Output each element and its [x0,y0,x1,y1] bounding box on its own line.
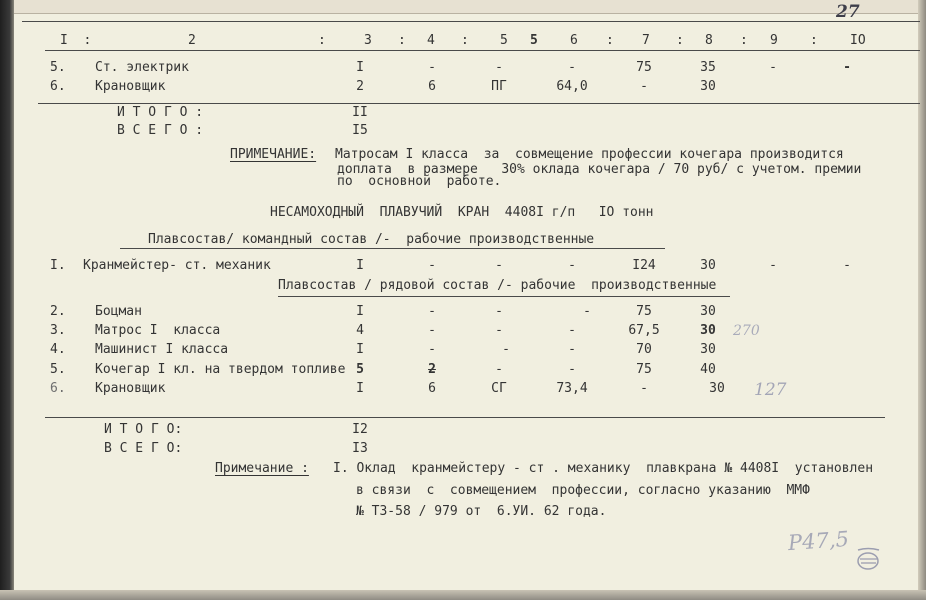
rule-section1-end [38,103,920,104]
cell-col7: 70 [636,342,652,357]
note-line: в связи с совмещением профессии, согласно указанию ММФ [356,483,810,498]
section-title: НЕСАМОХОДНЫЙ ПЛАВУЧИЙ КРАН 4408I г/п IO тонн [270,205,654,220]
row-position-name: Крановщик [95,79,166,94]
cell-col6: - [568,342,576,357]
cell-col5: - [495,60,503,75]
rule-section2-end [45,417,885,418]
itogo-value: II [352,105,368,120]
handwritten-note-row6: 127 [754,380,787,400]
cell-col3: 2 [356,79,364,94]
row-position-name: Машинист I класса [95,342,229,357]
cell-col6: 64,0 [556,79,588,94]
row-number: 5. [50,60,66,75]
note-label: ПРИМЕЧАНИЕ: [230,147,317,162]
scan-edge-left [0,0,14,600]
vsego-value: I3 [352,441,368,456]
cell-col5: - [495,304,503,319]
header-sep: : [810,33,818,48]
cell-col5: - [502,342,510,357]
cell-col6: - [568,60,576,75]
cell-col8: 30 [700,79,716,94]
cell-col6: - [568,362,576,377]
header-sep: : [676,33,684,48]
header-col: 3 [364,33,372,48]
cell-col3: I [356,304,364,319]
header-col: I : [60,33,92,48]
cell-col4: - [428,323,436,338]
row-position-name: Ст. электрик [95,60,189,75]
cell-col7: 67,5 [628,323,660,338]
row-position-name: Кочегар I кл. на твердом топливе [95,362,346,377]
scan-edge-bottom [0,590,926,600]
handwritten-mark-icon [852,546,886,572]
cell-col7: I24 [632,258,656,273]
cell-col10: - [843,258,851,273]
cell-col9: - [769,258,777,273]
row-position-name: Боцман [95,304,142,319]
scan-edge-right [918,0,926,600]
cell-col6: - [583,304,591,319]
note-line: доплата в размере 30% оклада кочегара / 70 руб/ с учетом. премии [337,162,862,177]
cell-col4: - [428,304,436,319]
cell-col4: - [428,60,436,75]
cell-col8: 30 [700,323,716,338]
cell-col6: - [568,258,576,273]
header-col: 4 [427,33,435,48]
cell-col7: 75 [636,60,652,75]
header-col: 5 [500,33,508,48]
cell-col8: 30 [700,342,716,357]
cell-col8: 30 [700,258,716,273]
header-col: IO [850,33,866,48]
cell-col5: - [495,362,503,377]
cell-col7: 75 [636,304,652,319]
row-number: 3. [50,323,66,338]
cell-col3: I [356,258,364,273]
row-number: I. [50,258,66,273]
rule-under-header [45,50,920,51]
cell-col7: - [640,79,648,94]
cell-col4: 6 [428,79,436,94]
cell-col5: СГ [491,381,507,396]
vsego-label: В С Е Г О: [104,441,183,456]
cell-col3: I [356,381,364,396]
cell-col4: 6 [428,381,436,396]
cell-col5: - [495,323,503,338]
rule-top [22,21,920,22]
row-number: 6. [50,381,66,396]
header-col: 9 [770,33,778,48]
row-position-name: Кранмейстер- ст. механик [83,258,271,273]
header-col: 7 [642,33,650,48]
cell-col3: 4 [356,323,364,338]
cell-col10: - [843,60,851,75]
previous-sheet-edge [14,0,926,14]
cell-col5: ПГ [491,79,507,94]
note-line: по основной работе. [337,174,502,189]
itogo-value: I2 [352,422,368,437]
cell-col8: 30 [709,381,725,396]
cell-col6: - [568,323,576,338]
header-sep: : [740,33,748,48]
header-sep: : [606,33,614,48]
note-line: Матросам I класса за совмещение профессии кочегара производится [335,147,844,162]
itogo-label: И Т О Г О : [117,105,204,120]
cell-col8: 30 [700,304,716,319]
cell-col4: - [428,258,436,273]
handwritten-note-row3: 270 [733,323,760,339]
row-position-name: Крановщик [95,381,166,396]
cell-col6: 73,4 [556,381,588,396]
header-sep: : [398,33,406,48]
row-number: 2. [50,304,66,319]
header-col: 6 [570,33,578,48]
handwritten-bottom-note: Р47,5 [787,526,850,556]
header-col: 5 [530,33,538,48]
cell-col5: - [495,258,503,273]
header-sep: : [461,33,469,48]
cell-col7: 75 [636,362,652,377]
row-number: 5. [50,362,66,377]
cell-col4: - [428,342,436,357]
command-staff-heading: Плавсостав/ командный состав /- рабочие производственные [148,232,595,247]
crew-staff-heading: Плавсостав / рядовой состав /- рабочие производственные [278,278,717,293]
cell-col3: 5 [356,362,364,377]
vsego-label: В С Е Г О : [117,123,204,138]
cell-col9: - [769,60,777,75]
handwritten-page-number: 27 [836,2,860,22]
note-line: № ТЗ-58 / 979 от 6.УИ. 62 года. [356,504,607,519]
crew-heading-underline [278,296,730,297]
row-number: 4. [50,342,66,357]
cell-col4: 2 [428,362,436,377]
header-col: 8 [705,33,713,48]
vsego-value: I5 [352,123,368,138]
row-number: 6. [50,79,66,94]
cell-col3: I [356,60,364,75]
header-sep: : [318,33,326,48]
header-col: 2 [188,33,196,48]
cell-col8: 35 [700,60,716,75]
note-label: Примечание : [215,461,309,476]
cell-col7: - [640,381,648,396]
row-position-name: Матрос I класса [95,323,221,338]
cell-col3: I [356,342,364,357]
command-heading-underline [120,248,665,249]
note-line: I. Оклад кранмейстеру - ст . механику плавкрана № 4408I установлен [333,461,874,476]
cell-col8: 40 [700,362,716,377]
itogo-label: И Т О Г О: [104,422,183,437]
